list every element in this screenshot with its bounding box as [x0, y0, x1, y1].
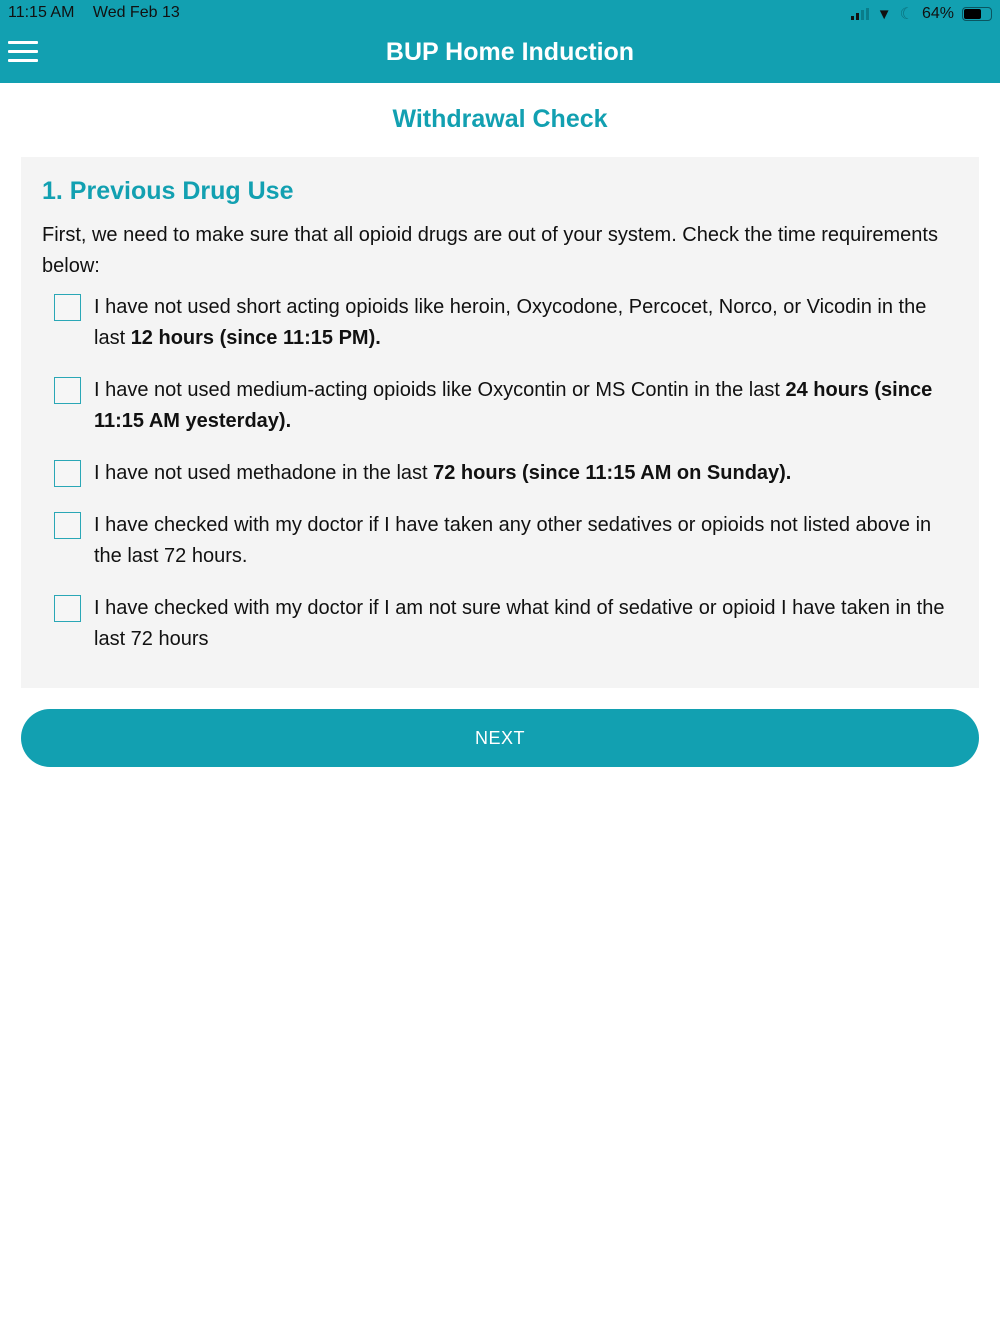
checkbox[interactable]	[54, 294, 81, 321]
wifi-icon: ▼	[876, 5, 892, 23]
item-text: I have not used short acting opioids like heroin, Oxycodone, Percocet, Norco, or Vicodin in the last	[94, 296, 927, 349]
status-bar-left	[8, 4, 194, 22]
checklist-item[interactable]	[42, 375, 958, 437]
item-text: I have checked with my doctor if I am not sure what kind of sedative or opioid I have taken in the last 72 hours	[94, 597, 945, 650]
page-title: Withdrawal Check	[392, 105, 608, 133]
checklist-item-label	[94, 458, 791, 489]
status-bar-right	[851, 4, 992, 24]
checkbox[interactable]	[54, 595, 81, 622]
checklist-item-label	[94, 292, 958, 354]
checklist-item[interactable]	[42, 593, 958, 655]
checklist-item-label	[94, 593, 958, 655]
battery-icon	[962, 7, 992, 21]
item-bold-text: 72 hours (since 11:15 AM on Sunday).	[433, 462, 792, 484]
checkbox[interactable]	[54, 377, 81, 404]
previous-drug-use-card	[21, 157, 979, 688]
item-bold-text: 24 hours (since 11:15 AM yesterday).	[94, 379, 933, 432]
app-header	[0, 0, 1000, 83]
checklist-item-label	[94, 510, 958, 572]
next-button[interactable]: NEXT	[21, 709, 979, 767]
status-time: 11:15 AM	[8, 4, 75, 21]
checklist-item[interactable]	[42, 510, 958, 572]
status-date: Wed Feb 13	[92, 4, 180, 21]
checklist-item[interactable]	[42, 292, 958, 354]
app-title: BUP Home Induction	[385, 38, 635, 66]
checkbox[interactable]	[54, 460, 81, 487]
signal-icon	[851, 8, 869, 20]
moon-icon: ☾	[899, 6, 914, 23]
item-bold-text: 12 hours (since 11:15 PM).	[130, 327, 381, 349]
checklist-item-label	[94, 375, 958, 437]
section-intro: First, we need to make sure that all opioid drugs are out of your system. Check the time requirements below:	[42, 224, 938, 277]
item-text: I have not used medium-acting opioids like Oxycontin or MS Contin in the last	[94, 379, 786, 401]
battery-percent: 64%	[921, 5, 954, 22]
section-title: 1. Previous Drug Use	[42, 177, 294, 205]
item-text: I have checked with my doctor if I have taken any other sedatives or opioids not listed above in the last 72 hours.	[94, 514, 932, 567]
item-text: I have not used methadone in the last	[94, 462, 434, 484]
checkbox[interactable]	[54, 512, 81, 539]
checklist-item[interactable]	[42, 458, 958, 489]
